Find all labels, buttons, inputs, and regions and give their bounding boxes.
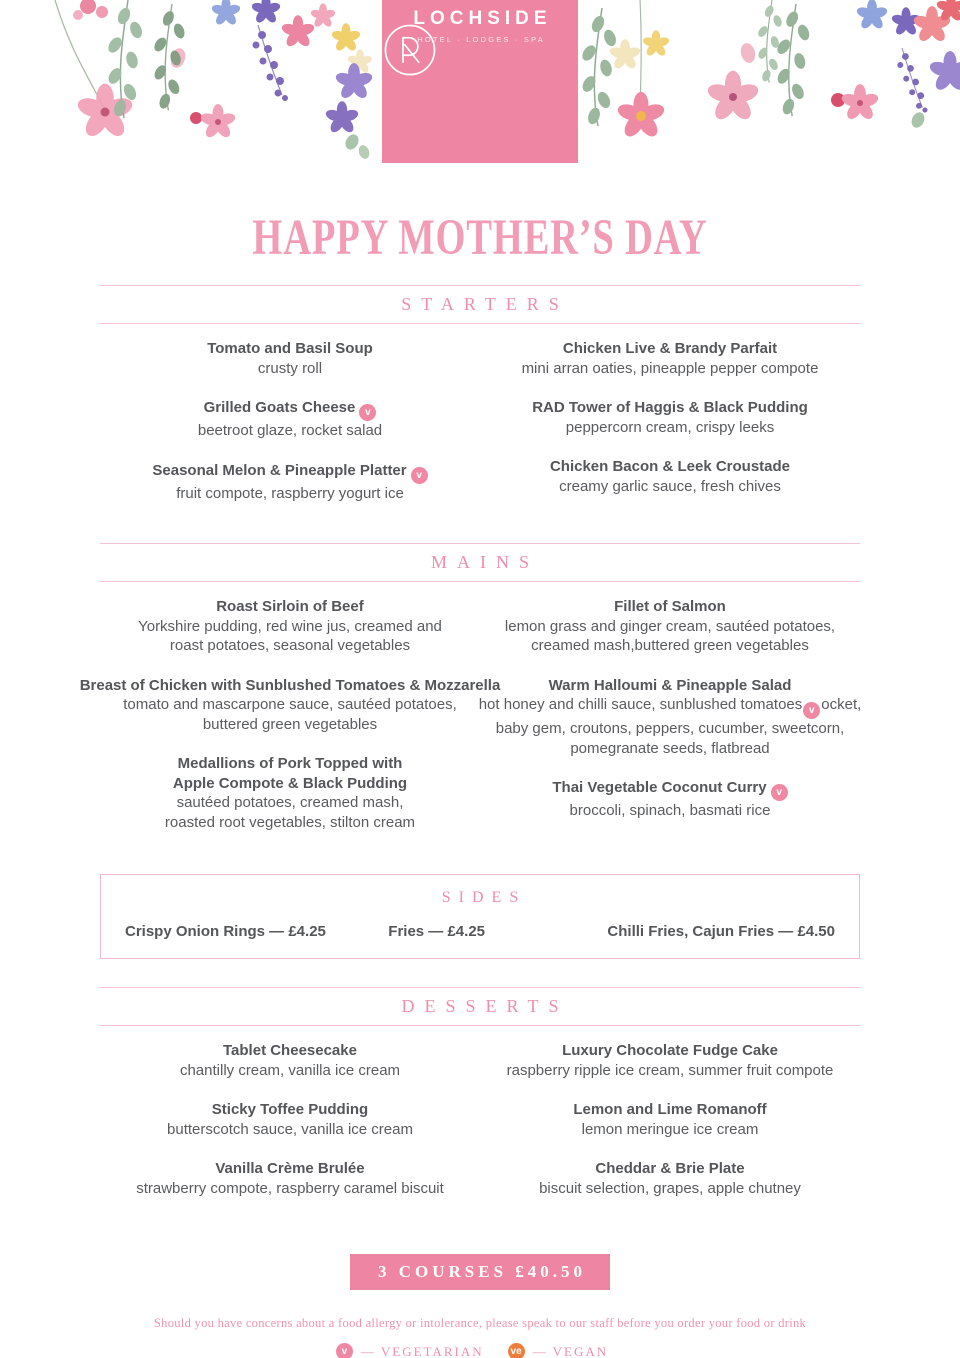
item-name: Apple Compote & Black Pudding	[172, 774, 408, 792]
vegetarian-badge: v	[411, 467, 428, 484]
item-desc: biscuit selection, grapes, apple chutney	[539, 1179, 801, 1197]
item-desc: buttered green vegetables	[202, 715, 378, 733]
mains-left-column	[79, 597, 501, 852]
mains-right-column	[480, 597, 860, 852]
lochside-logo-block	[382, 0, 578, 163]
vegetarian-label: — VEGETARIAN	[360, 1343, 484, 1358]
item-name: Tablet Cheesecake	[223, 1042, 357, 1059]
sides-heading: SIDES	[441, 889, 527, 906]
item-name: Breast of Chicken with Sunblushed Tomatoes & Mozzarella	[79, 676, 501, 694]
item-desc: ocket,	[821, 696, 862, 713]
item-name: Tomato and Basil Soup	[207, 340, 373, 357]
menu-item	[505, 597, 835, 656]
menu-item	[539, 1159, 801, 1198]
offer-banner: 3 COURSES £40.50	[350, 1254, 610, 1290]
mains-grid	[79, 582, 862, 852]
item-desc: peppercorn cream, crispy leeks	[565, 418, 775, 436]
sides-section	[100, 874, 860, 959]
menu-item	[136, 1159, 444, 1198]
menu-item	[152, 461, 427, 504]
starters-right-column	[480, 339, 860, 523]
item-name: Fillet of Salmon	[614, 598, 726, 615]
vegetarian-badge: v	[359, 404, 376, 421]
menu-item	[550, 457, 790, 496]
brand-name: LOCHSIDE	[413, 8, 552, 29]
dietary-legend	[100, 1343, 860, 1358]
starters-left-column	[100, 339, 480, 523]
menu-item	[207, 339, 373, 378]
item-desc: roast potatoes, seasonal vegetables	[169, 637, 411, 654]
item-name: Seasonal Melon & Pineapple Platter	[152, 461, 407, 479]
item-name: Luxury Chocolate Fudge Cake	[562, 1042, 778, 1059]
item-desc: lemon grass and ginger cream, sautéed potatoes,	[504, 617, 836, 635]
item-name: Chicken Live & Brandy Parfait	[562, 340, 778, 357]
item-name: Lemon and Lime Romanoff	[573, 1101, 767, 1118]
item-name: RAD Tower of Haggis & Black Pudding	[532, 399, 808, 416]
page-title: HAPPY MOTHER’S DAY	[252, 209, 708, 267]
menu-item	[165, 754, 415, 832]
item-name: Cheddar & Brie Plate	[595, 1160, 745, 1177]
menu-item	[180, 1041, 400, 1080]
item-desc: baby gem, croutons, peppers, cucumber, sweetcorn,	[495, 720, 845, 737]
desserts-heading: DESSERTS	[100, 987, 860, 1026]
vegan-badge: ve	[508, 1343, 525, 1358]
mains-heading: MAINS	[100, 543, 860, 582]
item-name: Grilled Goats Cheese	[203, 399, 356, 416]
side-item: Crispy Onion Rings — £4.25	[125, 923, 326, 940]
vegetarian-badge: v	[771, 784, 788, 801]
item-name: Sticky Toffee Pudding	[211, 1101, 369, 1118]
menu-item	[167, 1100, 413, 1139]
desserts-right-column	[480, 1041, 860, 1218]
menu-item	[552, 778, 787, 821]
brand-tagline: HOTEL · LODGES · SPA	[417, 35, 545, 44]
menu-item	[479, 676, 862, 759]
item-desc: strawberry compote, raspberry caramel biscuit	[136, 1179, 444, 1197]
item-desc: mini arran oaties, pineapple pepper compote	[521, 359, 819, 377]
item-desc: butterscotch sauce, vanilla ice cream	[167, 1120, 413, 1138]
vegan-label: — VEGAN	[532, 1343, 609, 1358]
item-desc: broccoli, spinach, basmati rice	[569, 802, 771, 819]
item-name: Thai Vegetable Coconut Curry	[552, 779, 767, 796]
item-desc: creamed mash,buttered green vegetables	[531, 637, 809, 654]
menu-item	[138, 597, 442, 656]
item-desc: tomato and mascarpone sauce, sautéed potatoes,	[123, 696, 457, 713]
sides-row	[125, 923, 835, 940]
item-desc: beetroot glaze, rocket salad	[197, 422, 383, 439]
menu-content	[79, 285, 862, 1358]
item-name: Roast Sirloin of Beef	[216, 598, 364, 615]
item-desc: roasted root vegetables, stilton cream	[164, 813, 416, 831]
lochside-monogram-icon	[382, 22, 438, 78]
item-name: Chicken Bacon & Leek Croustade	[549, 458, 791, 475]
item-desc: raspberry ripple ice cream, summer fruit compote	[506, 1061, 834, 1079]
menu-item	[507, 1041, 834, 1080]
item-name: Medallions of Pork Topped with	[177, 755, 403, 772]
item-desc: sautéed potatoes, creamed mash,	[176, 794, 404, 811]
starters-grid	[100, 324, 860, 523]
menu-item	[80, 676, 501, 735]
item-desc: fruit compote, raspberry yogurt ice	[176, 484, 404, 502]
item-desc: chantilly cream, vanilla ice cream	[179, 1061, 401, 1079]
menu-item	[198, 398, 382, 441]
item-name: Warm Halloumi & Pineapple Salad	[548, 676, 792, 694]
side-item: Fries — £4.25	[388, 923, 486, 940]
vegetarian-badge: v	[803, 702, 820, 719]
desserts-left-column	[100, 1041, 480, 1218]
desserts-grid	[100, 1026, 860, 1218]
item-desc: hot honey and chilli sauce, sunblushed tomatoes	[478, 696, 803, 713]
allergy-note: Should you have concerns about a food allergy or intolerance, please speak to our staff before you order your food or drink	[153, 1316, 807, 1330]
offer-wrap	[100, 1254, 860, 1290]
item-name: Vanilla Crème Brulée	[215, 1160, 365, 1177]
item-desc: crusty roll	[257, 359, 323, 377]
menu-item	[522, 339, 819, 378]
vegetarian-badge: v	[336, 1343, 353, 1358]
item-desc: Yorkshire pudding, red wine jus, creamed and	[138, 617, 442, 635]
menu-item	[532, 398, 808, 437]
side-item: Chilli Fries, Cajun Fries — £4.50	[607, 923, 835, 940]
menu-item	[573, 1100, 766, 1139]
item-desc: creamy garlic sauce, fresh chives	[559, 477, 781, 495]
item-desc: pomegranate seeds, flatbread	[570, 739, 770, 757]
starters-heading: STARTERS	[100, 285, 860, 324]
item-desc: lemon meringue ice cream	[581, 1120, 759, 1138]
floral-header	[0, 0, 960, 165]
